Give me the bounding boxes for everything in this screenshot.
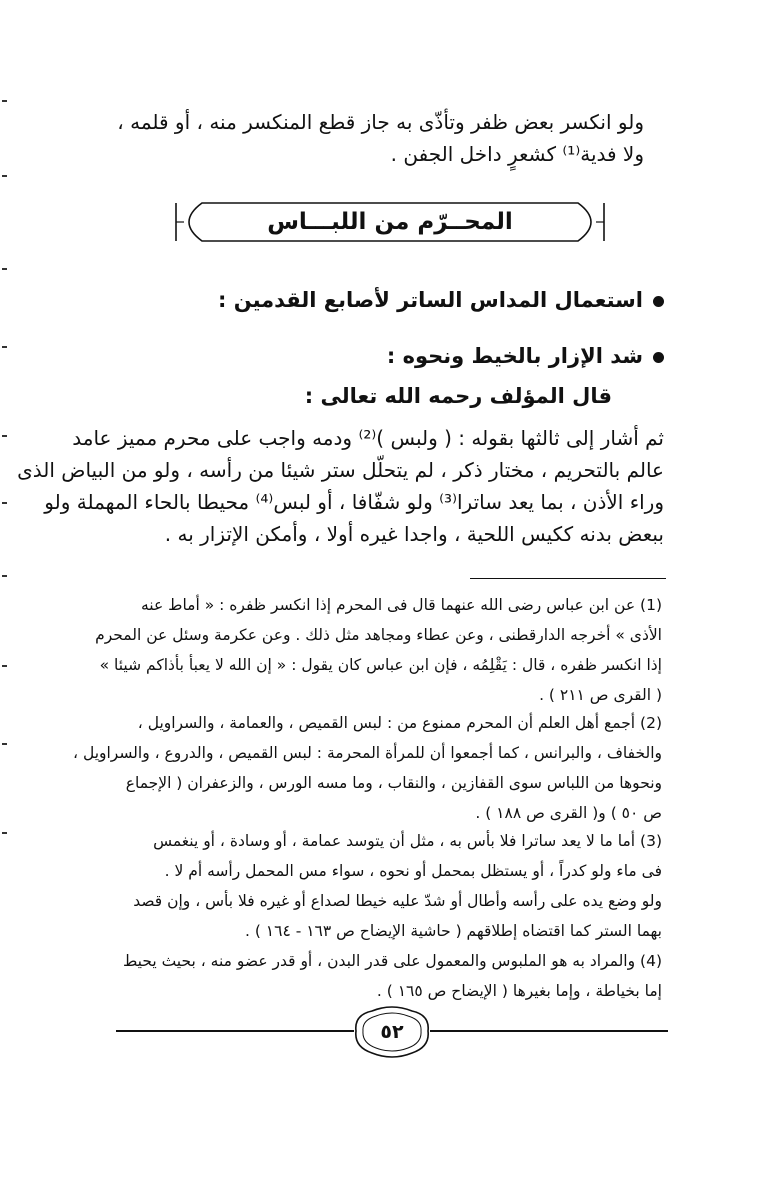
intro-line: ولو انكسر بعض ظفر وتأذّى به جاز قطع المنكسر منه ، أو قلمه ، (117, 110, 644, 134)
footnote-line: (2) أجمع أهل العلم أن المحرم ممنوع من : لبس القميص ، والعمامة ، والسراويل ، (137, 714, 662, 732)
footnote-line: ونحوها من اللباس سوى القفازين ، والنقاب ، وما مسه الورس ، والزعفران ( الإجماع (125, 774, 662, 792)
margin-mark (2, 268, 7, 270)
bullet-item (218, 288, 664, 312)
footnote-line: والخفاف ، والبرانس ، كما أجمعوا أن للمرأة المحرمة : لبس القميص ، والدروع ، والسراويل ، (73, 744, 662, 762)
main-paragraph (17, 422, 664, 550)
footnote-2 (73, 708, 662, 828)
margin-mark (2, 575, 7, 577)
margin-mark (2, 665, 7, 667)
main-line: وراء الأذن ، بما يعد ساترا⁽³⁾ ولو شفّافا ، أو لبس⁽⁴⁾ محيطا بالحاء المهملة ولو (44, 490, 664, 514)
footnote-line: (3) أما ما لا يعد ساترا فلا بأس به ، مثل أن يتوسد عمامة ، أو وسادة ، أو ينغمس (153, 832, 662, 850)
footnote-1 (94, 590, 662, 710)
margin-mark (2, 175, 7, 177)
margin-mark (2, 832, 7, 834)
page-number: ٥٢ (380, 1021, 404, 1043)
margin-mark (2, 100, 7, 102)
intro-paragraph (117, 106, 644, 170)
section-title: المحــرّم من اللبـــاس (267, 209, 513, 235)
bullet-dot-icon (653, 296, 664, 307)
footnote-3 (94, 826, 662, 946)
footnote-4 (94, 946, 662, 1006)
bullet-item (387, 344, 664, 368)
main-line: ببعض بدنه ككيس اللحية ، واجدا غيره أولا ، وأمكن الإتزار به . (164, 522, 664, 546)
footnote-line: (1) عن ابن عباس رضى الله عنهما قال فى المحرم إذا انكسر ظفره : « أماط عنه (140, 596, 662, 614)
page-number-ornament (116, 1003, 668, 1063)
footnote-line: ولو وضع يده على رأسه وأطال أو شدّ عليه خيطا لصداع أو غيره فلا بأس ، وإن قصد (133, 892, 662, 910)
main-line: عالم بالتحريم ، مختار ذكر ، لم يتحلّل ستر شيئا من رأسه ، ولو من البياض الذى (17, 458, 664, 482)
section-heading-frame (172, 197, 608, 247)
bullet-dot-icon (653, 352, 664, 363)
author-heading: قال المؤلف رحمه الله تعالى : (304, 384, 612, 408)
bullet-text: شد الإزار بالخيط ونحوه : (386, 344, 643, 368)
intro-line: ولا فدية⁽¹⁾ كشعرٍ داخل الجفن . (390, 142, 644, 166)
main-line: ثم أشار إلى ثالثها بقوله : ( ولبس )⁽²⁾ ودمه واجب على محرم مميز عامد (72, 426, 664, 450)
margin-mark (2, 346, 7, 348)
footnote-line: ص ٥٠ ) و( القرى ص ١٨٨ ) . (475, 804, 662, 822)
footnote-separator (470, 578, 666, 579)
footnote-line: الأذى » أخرجه الدارقطنى ، وعن عطاء ومجاهد مثل ذلك . وعن عكرمة وسئل عن المحرم (95, 626, 662, 644)
footnote-line: ( القرى ص ٢١١ ) . (539, 686, 662, 704)
margin-mark (2, 435, 7, 437)
footnote-line: إذا انكسر ظفره ، قال : يَقْلِمُه ، فإن ابن عباس كان يقول : « إن الله لا يعبأ بأذاكم شيئا » (99, 656, 662, 674)
footnote-line: فى ماء ولو كدراً ، أو يستظل بمحمل أو نحوه ، سواء مس المحمل رأسه أم لا . (164, 862, 662, 880)
margin-mark (2, 502, 7, 504)
footnote-line: إما بخياطة ، وإما بغيرها ( الإيضاح ص ١٦٥ ) . (376, 982, 662, 1000)
margin-mark (2, 743, 7, 745)
bullet-text: استعمال المداس الساتر لأصابع القدمين : (217, 288, 643, 312)
footnote-line: بهما الستر كما اقتضاه إطلاقهم ( حاشية الإيضاح ص ١٦٣ - ١٦٤ ) . (244, 922, 662, 940)
footnote-line: (4) والمراد به هو الملبوس والمعمول على قدر البدن ، أو قدر عضو منه ، بحيث يحيط (122, 952, 662, 970)
